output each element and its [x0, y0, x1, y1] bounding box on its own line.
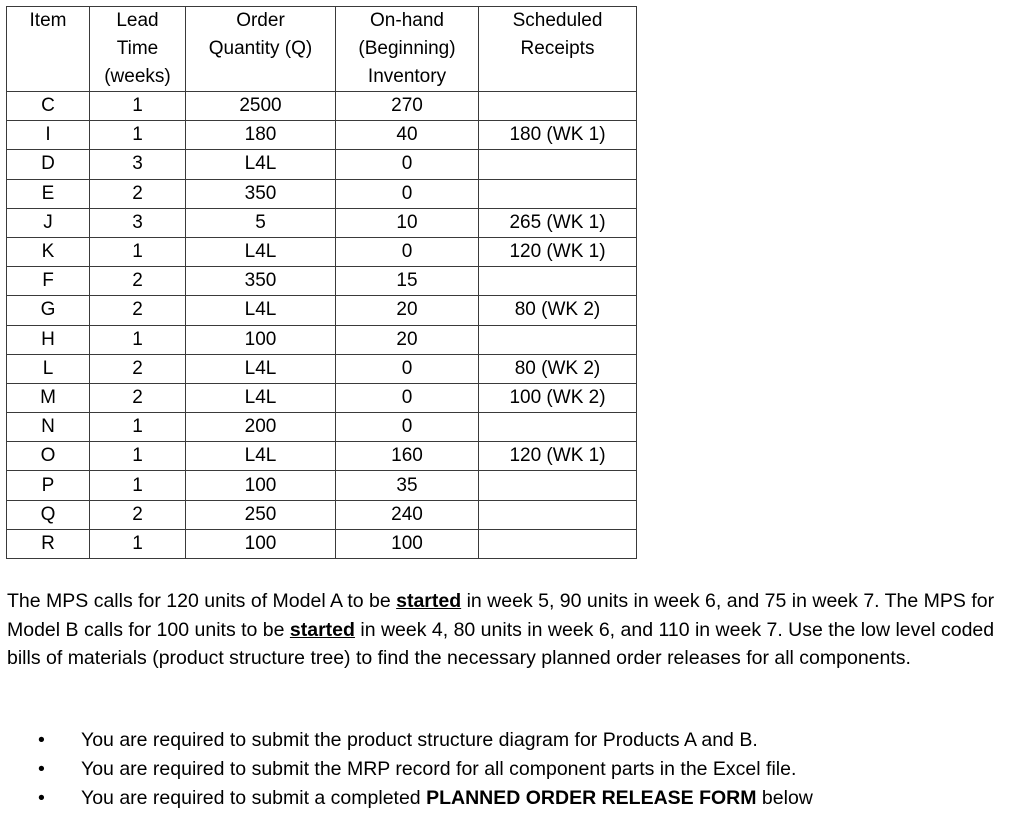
cell-scheduled-receipt — [479, 267, 637, 296]
cell-scheduled-receipt — [479, 471, 637, 500]
cell-onhand: 270 — [336, 92, 479, 121]
cell-lead-time: 1 — [90, 325, 186, 354]
header-order-quantity: Order Quantity (Q) — [186, 7, 336, 92]
list-item — [0, 726, 813, 755]
cell-lead-time: 1 — [90, 413, 186, 442]
cell-item: L — [7, 354, 90, 383]
cell-scheduled-receipt — [479, 150, 637, 179]
cell-scheduled-receipt — [479, 354, 637, 383]
scheduled-receipt-value: 80 (WK 2) — [514, 357, 601, 379]
cell-order-quantity: L4L — [186, 383, 336, 412]
cell-lead-time: 1 — [90, 237, 186, 266]
header-lead-time: Lead Time (weeks) — [90, 7, 186, 92]
cell-lead-time: 1 — [90, 529, 186, 558]
cell-scheduled-receipt — [479, 296, 637, 325]
table-row — [7, 296, 637, 325]
cell-item: P — [7, 471, 90, 500]
table-row — [7, 354, 637, 383]
table-row — [7, 471, 637, 500]
cell-item: G — [7, 296, 90, 325]
cell-onhand: 20 — [336, 325, 479, 354]
cell-item: F — [7, 267, 90, 296]
scheduled-receipt-value: 180 (WK 1) — [509, 124, 606, 146]
cell-onhand: 20 — [336, 296, 479, 325]
bullet-icon: • — [38, 787, 45, 809]
para-text-1: The MPS calls for 120 units of Model A to be — [7, 590, 397, 612]
bullet-icon: • — [38, 729, 45, 751]
cell-lead-time: 2 — [90, 500, 186, 529]
cell-onhand: 35 — [336, 471, 479, 500]
cell-item: O — [7, 442, 90, 471]
table-row — [7, 383, 637, 412]
mps-instructions-paragraph — [7, 587, 1007, 673]
scheduled-receipt-value: 265 (WK 1) — [509, 211, 606, 233]
cell-scheduled-receipt — [479, 442, 637, 471]
cell-onhand: 0 — [336, 179, 479, 208]
cell-order-quantity: 200 — [186, 413, 336, 442]
cell-scheduled-receipt — [479, 121, 637, 150]
cell-scheduled-receipt — [479, 208, 637, 237]
table-row — [7, 413, 637, 442]
table-body — [7, 92, 637, 559]
cell-lead-time: 2 — [90, 296, 186, 325]
table-row — [7, 500, 637, 529]
cell-lead-time: 1 — [90, 92, 186, 121]
cell-order-quantity: L4L — [186, 354, 336, 383]
cell-order-quantity: L4L — [186, 442, 336, 471]
para-text-3: in week 4, 80 units in week 6, and 110 in week 7. Use the low level coded bills of materials (product structure tree) to find the necessary planned order releases for all components. — [7, 618, 995, 669]
table-row — [7, 92, 637, 121]
cell-order-quantity: 180 — [186, 121, 336, 150]
cell-lead-time: 2 — [90, 179, 186, 208]
requirement-text: You are required to submit the MRP record for all component parts in the Excel file. — [81, 758, 797, 780]
cell-lead-time: 3 — [90, 208, 186, 237]
cell-lead-time: 3 — [90, 150, 186, 179]
emphasis-started-2: started — [289, 618, 355, 641]
list-item — [0, 784, 813, 813]
scheduled-receipt-value: 120 (WK 1) — [509, 445, 606, 467]
cell-lead-time: 1 — [90, 442, 186, 471]
inventory-table — [6, 6, 637, 559]
cell-order-quantity: 100 — [186, 471, 336, 500]
cell-order-quantity: 100 — [186, 325, 336, 354]
cell-lead-time: 2 — [90, 267, 186, 296]
cell-onhand: 40 — [336, 121, 479, 150]
form-name: PLANNED ORDER RELEASE FORM — [426, 787, 757, 809]
cell-onhand: 15 — [336, 267, 479, 296]
table-header-row — [7, 7, 637, 92]
cell-scheduled-receipt — [479, 237, 637, 266]
cell-scheduled-receipt — [479, 179, 637, 208]
cell-item: E — [7, 179, 90, 208]
table-row — [7, 529, 637, 558]
header-scheduled-receipts: Scheduled Receipts — [479, 7, 637, 92]
bullet-icon: • — [38, 758, 45, 780]
cell-order-quantity: 5 — [186, 208, 336, 237]
cell-scheduled-receipt — [479, 500, 637, 529]
table-row — [7, 442, 637, 471]
cell-onhand: 0 — [336, 237, 479, 266]
cell-item: N — [7, 413, 90, 442]
table-row — [7, 208, 637, 237]
cell-order-quantity: L4L — [186, 237, 336, 266]
emphasis-started-1: started — [396, 590, 462, 612]
table-row — [7, 267, 637, 296]
cell-onhand: 10 — [336, 208, 479, 237]
cell-onhand: 0 — [336, 150, 479, 179]
cell-item: M — [7, 383, 90, 412]
header-item: Item — [7, 7, 90, 92]
scheduled-receipt-value: 120 (WK 1) — [509, 241, 606, 263]
cell-order-quantity: 100 — [186, 529, 336, 558]
cell-onhand: 240 — [336, 500, 479, 529]
para-text-2: in week 5, 90 units in week 6, and 75 in week 7. The MPS for Model B calls for 100 units to be — [7, 590, 995, 641]
table-row — [7, 179, 637, 208]
cell-item: H — [7, 325, 90, 354]
requirement-text: You are required to submit a completed PLANNED ORDER RELEASE FORM below — [81, 787, 813, 809]
cell-order-quantity: 350 — [186, 179, 336, 208]
cell-order-quantity: 250 — [186, 500, 336, 529]
cell-scheduled-receipt — [479, 529, 637, 558]
cell-onhand: 100 — [336, 529, 479, 558]
cell-scheduled-receipt — [479, 92, 637, 121]
cell-onhand: 0 — [336, 413, 479, 442]
cell-scheduled-receipt — [479, 413, 637, 442]
cell-onhand: 160 — [336, 442, 479, 471]
cell-scheduled-receipt — [479, 325, 637, 354]
cell-lead-time: 1 — [90, 471, 186, 500]
cell-lead-time: 2 — [90, 354, 186, 383]
cell-scheduled-receipt — [479, 383, 637, 412]
table-row — [7, 237, 637, 266]
requirements-list — [0, 726, 813, 813]
table-row — [7, 325, 637, 354]
cell-item: K — [7, 237, 90, 266]
cell-onhand: 0 — [336, 383, 479, 412]
cell-order-quantity: L4L — [186, 150, 336, 179]
cell-item: C — [7, 92, 90, 121]
cell-item: Q — [7, 500, 90, 529]
cell-order-quantity: 2500 — [186, 92, 336, 121]
requirement-text: You are required to submit the product structure diagram for Products A and B. — [81, 729, 758, 751]
cell-onhand: 0 — [336, 354, 479, 383]
cell-item: R — [7, 529, 90, 558]
list-item — [0, 755, 813, 784]
header-onhand-inventory: On-hand (Beginning) Inventory — [336, 7, 479, 92]
cell-order-quantity: 350 — [186, 267, 336, 296]
table-row — [7, 121, 637, 150]
scheduled-receipt-value: 80 (WK 2) — [514, 299, 601, 321]
cell-lead-time: 2 — [90, 383, 186, 412]
scheduled-receipt-value: 100 (WK 2) — [509, 386, 606, 408]
cell-item: D — [7, 150, 90, 179]
cell-item: I — [7, 121, 90, 150]
table-row — [7, 150, 637, 179]
cell-order-quantity: L4L — [186, 296, 336, 325]
cell-item: J — [7, 208, 90, 237]
cell-lead-time: 1 — [90, 121, 186, 150]
